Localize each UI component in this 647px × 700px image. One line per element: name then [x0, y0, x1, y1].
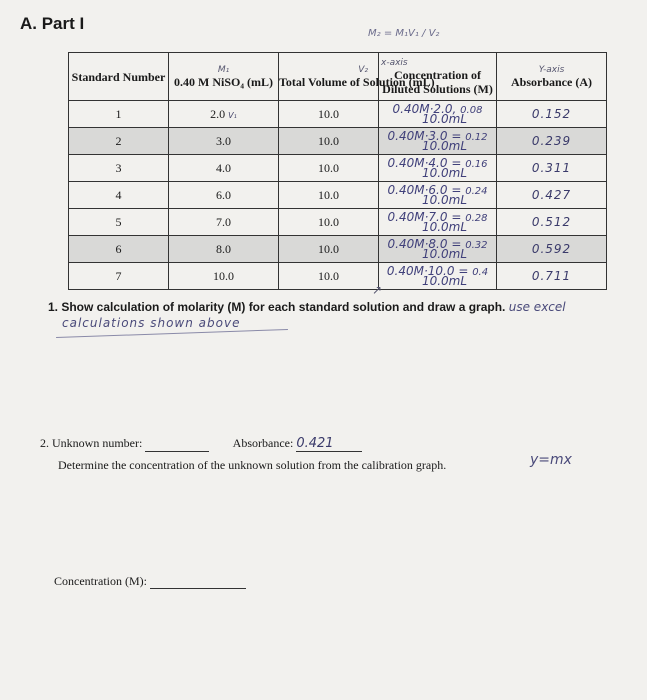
calc-denominator: 10.0mL	[421, 273, 468, 288]
total-volume-cell: 10.0	[279, 236, 379, 263]
header-note: M₁	[217, 64, 230, 75]
calc-numerator: 0.40M·8.0	[387, 236, 448, 251]
calc-result: 0.16	[465, 158, 488, 170]
handwritten-equation: y=mx	[530, 452, 572, 468]
standard-number-cell: 6	[69, 236, 169, 263]
absorbance-value-field[interactable]: 0.421	[296, 436, 362, 452]
header-label: 0.40 M NiSO₄ (mL)	[174, 74, 273, 89]
table-row	[69, 236, 607, 263]
handwritten-underline	[56, 329, 288, 338]
formula-annotation: M₂ = M₁V₁ / V₂	[368, 28, 440, 39]
header-label: Absorbance (A)	[511, 74, 592, 89]
header-label: Concentration of Diluted Solutions (M)	[382, 67, 493, 96]
total-volume-cell: 10.0	[279, 101, 379, 128]
absorbance-cell: 0.311	[497, 155, 607, 182]
absorbance-cell: 0.239	[497, 128, 607, 155]
calc-denominator: 10.0mL	[421, 165, 468, 180]
v1-note: V₁	[228, 110, 237, 120]
absorbance-cell: 0.512	[497, 209, 607, 236]
header-absorbance	[497, 53, 607, 101]
absorbance-label: Absorbance:	[232, 436, 294, 450]
standard-number-cell: 3	[69, 155, 169, 182]
standard-number-cell: 2	[69, 128, 169, 155]
total-volume-cell: 10.0	[279, 155, 379, 182]
calc-result: 0.32	[465, 239, 488, 251]
niso4-volume-cell: 8.0	[169, 236, 279, 263]
table-row	[69, 182, 607, 209]
absorbance-cell: 0.427	[497, 182, 607, 209]
header-standard-number	[69, 53, 169, 101]
concentration-calc-cell: 0.40M·8.0 = 0.32 10.0mL	[379, 236, 497, 263]
total-volume-cell: 10.0	[279, 263, 379, 290]
calc-result: 0.4	[472, 266, 489, 278]
calc-denominator: 10.0mL	[421, 219, 468, 234]
calc-result: 0.24	[465, 185, 488, 197]
concentration-calc-cell: 0.40M·10.0 = 0.4 10.0mL	[379, 263, 497, 290]
niso4-volume-cell: 10.0	[169, 263, 279, 290]
calc-numerator: 0.40M·4.0	[387, 155, 448, 170]
calc-numerator: 0.40M·7.0	[387, 209, 448, 224]
calc-numerator: 0.40M·10.0	[386, 263, 455, 278]
table-header-row	[69, 53, 607, 101]
table-row	[69, 209, 607, 236]
calc-denominator: 10.0mL	[421, 246, 468, 261]
calc-numerator: 0.40M·2.0	[392, 101, 453, 116]
niso4-volume-cell: 6.0	[169, 182, 279, 209]
total-volume-cell: 10.0	[279, 128, 379, 155]
header-niso4-volume	[169, 53, 279, 101]
standard-number-cell: 4	[69, 182, 169, 209]
calc-denominator: 10.0mL	[421, 138, 468, 153]
header-label: Total Volume of Solution (mL)	[279, 74, 435, 89]
concentration-calc-cell: 0.40M·7.0 = 0.28 10.0mL	[379, 209, 497, 236]
bleed-through-text	[160, 6, 163, 18]
concentration-calc-cell: 0.40M·2.0, 0.08 10.0mL	[379, 101, 497, 128]
question-2-instruction: Determine the concentration of the unknown solution from the calibration graph.	[58, 458, 447, 472]
concentration-blank[interactable]	[150, 575, 246, 589]
question-1	[48, 300, 566, 314]
calc-result: 0.08	[460, 104, 483, 116]
arrow-mark-icon: ↗	[372, 283, 383, 297]
concentration-label: Concentration (M):	[54, 574, 147, 588]
unknown-number-blank[interactable]	[145, 438, 209, 452]
calc-result: 0.28	[465, 212, 488, 224]
niso4-volume-cell: 3.0	[169, 128, 279, 155]
absorbance-cell: 0.152	[497, 101, 607, 128]
unknown-number-label: 2. Unknown number:	[40, 436, 143, 450]
total-volume-cell: 10.0	[279, 209, 379, 236]
calc-numerator: 0.40M·6.0	[387, 182, 448, 197]
niso4-volume-cell: 4.0	[169, 155, 279, 182]
concentration-calc-cell: 0.40M·4.0 = 0.16 10.0mL	[379, 155, 497, 182]
table-row	[69, 263, 607, 290]
header-note: Y-axis	[538, 64, 565, 75]
header-note: V₂	[358, 64, 368, 75]
calc-result: 0.12	[465, 131, 488, 143]
niso4-volume-cell	[169, 101, 279, 128]
niso4-volume-cell: 7.0	[169, 209, 279, 236]
absorbance-cell: 0.711	[497, 263, 607, 290]
question-1-handwritten-note: use excel	[508, 300, 566, 314]
standard-number-cell: 5	[69, 209, 169, 236]
question-1-text: 1. Show calculation of molarity (M) for each standard solution and draw a graph.	[48, 300, 506, 314]
concentration-answer	[54, 574, 246, 589]
table-row	[69, 101, 607, 128]
calc-denominator: 10.0mL	[421, 111, 468, 126]
concentration-calc-cell: 0.40M·3.0 = 0.12 10.0mL	[379, 128, 497, 155]
standard-number-cell: 1	[69, 101, 169, 128]
niso4-volume: 2.0	[210, 106, 226, 121]
table-row	[69, 128, 607, 155]
question-1-handwritten-calculations: calculations shown above	[62, 316, 241, 330]
calc-numerator: 0.40M·3.0	[387, 128, 448, 143]
header-note: x-axis	[381, 57, 408, 68]
standards-table	[68, 52, 607, 290]
section-title: A. Part I	[20, 14, 85, 33]
concentration-calc-cell: 0.40M·6.0 = 0.24 10.0mL	[379, 182, 497, 209]
header-concentration	[379, 53, 497, 101]
standard-number-cell: 7	[69, 263, 169, 290]
header-label: Standard Number	[71, 69, 166, 84]
question-2	[40, 436, 362, 452]
total-volume-cell: 10.0	[279, 182, 379, 209]
table-row	[69, 155, 607, 182]
calc-denominator: 10.0mL	[421, 192, 468, 207]
absorbance-cell: 0.592	[497, 236, 607, 263]
